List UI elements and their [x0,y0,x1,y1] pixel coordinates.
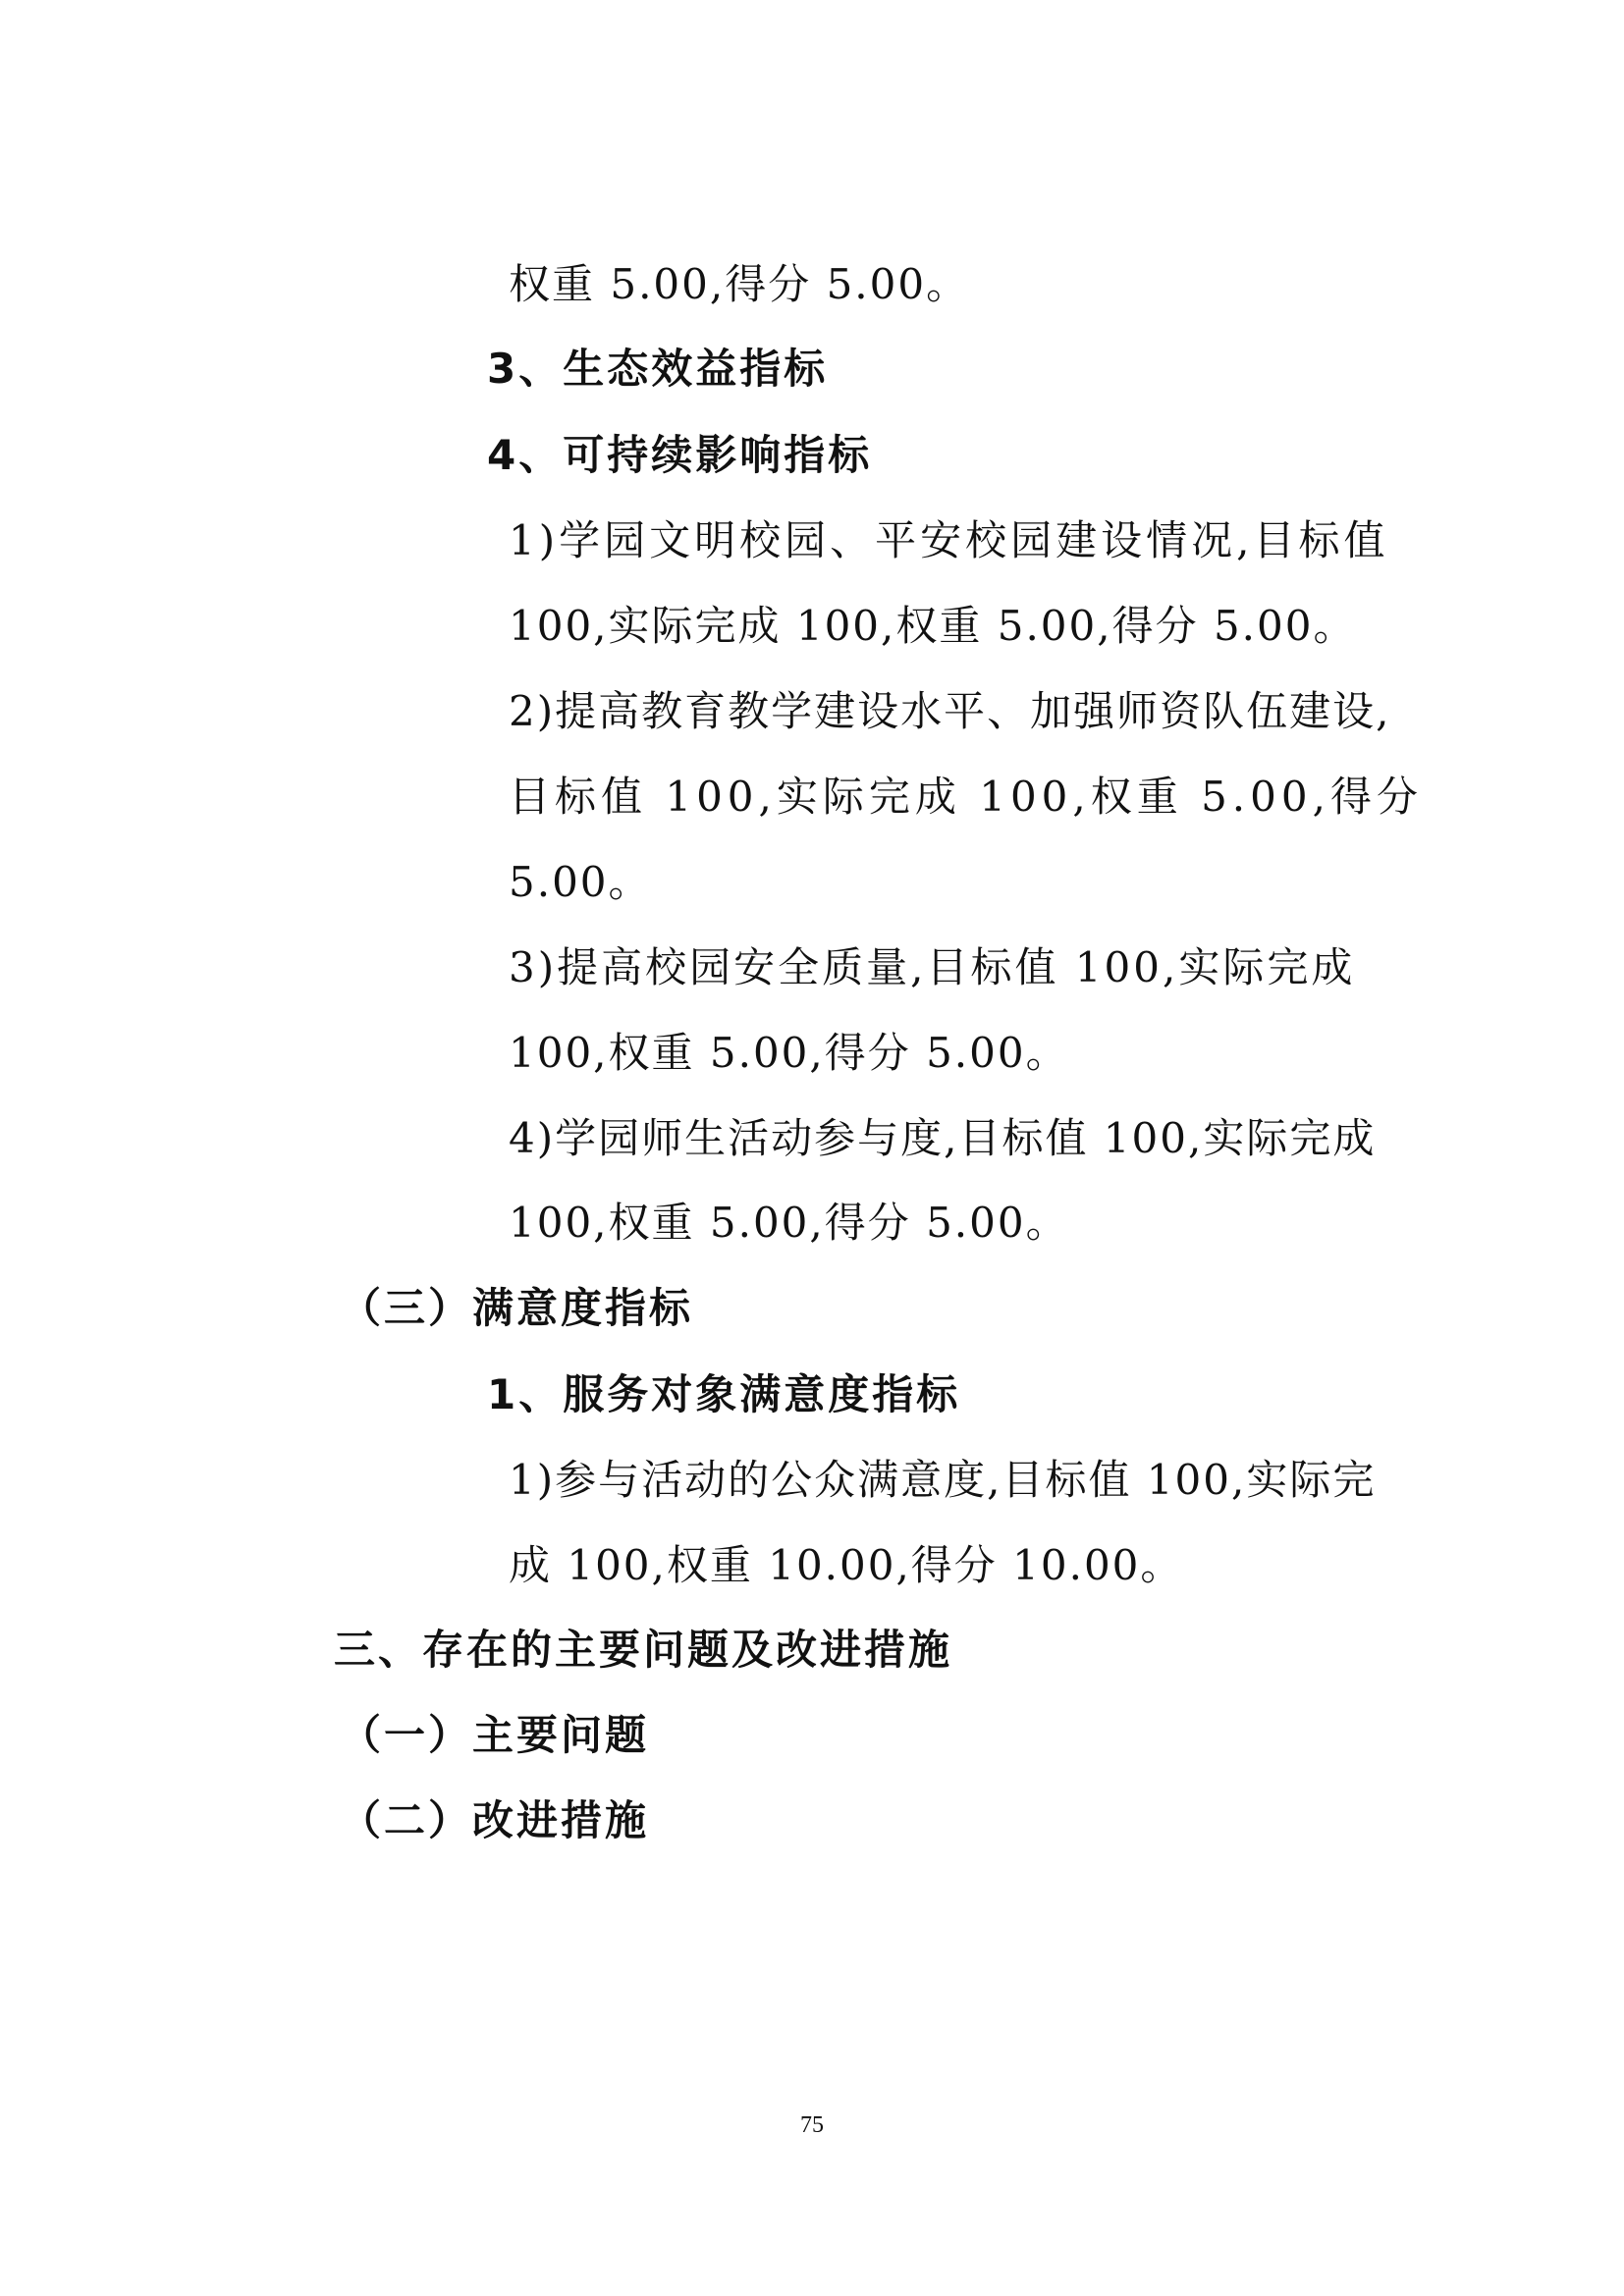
page-number: 75 [800,2112,824,2138]
body-text-line: 权重 5.00,得分 5.00。 [509,260,970,308]
subsection-heading: 1、服务对象满意度指标 [487,1370,961,1418]
section-heading: （一）主要问题 [340,1711,650,1759]
body-text-line: 1)学园文明校园、平安校园建设情况,目标值 [509,516,1389,564]
body-text-line: 目标值 100,实际完成 100,权重 5.00,得分 [509,773,1423,821]
subsection-heading: 3、生态效益指标 [487,345,829,393]
section-heading: （二）改进措施 [340,1796,650,1844]
body-text-line: 5.00。 [509,858,652,906]
body-text-line: 100,权重 5.00,得分 5.00。 [509,1199,1069,1247]
body-text-line: 4)学园师生活动参与度,目标值 100,实际完成 [509,1114,1377,1162]
body-text-line: 3)提高校园安全质量,目标值 100,实际完成 [509,943,1356,991]
body-text-line: 2)提高教育教学建设水平、加强师资队伍建设, [509,687,1391,735]
body-text-line: 100,权重 5.00,得分 5.00。 [509,1029,1069,1077]
section-heading: （三）满意度指标 [340,1284,694,1332]
body-text-line: 1)参与活动的公众满意度,目标值 100,实际完 [509,1456,1377,1504]
body-text-line: 成 100,权重 10.00,得分 10.00。 [509,1541,1184,1589]
subsection-heading: 4、可持续影响指标 [487,431,873,479]
body-text-line: 100,实际完成 100,权重 5.00,得分 5.00。 [509,602,1357,650]
chapter-heading: 三、存在的主要问题及改进措施 [334,1626,953,1674]
